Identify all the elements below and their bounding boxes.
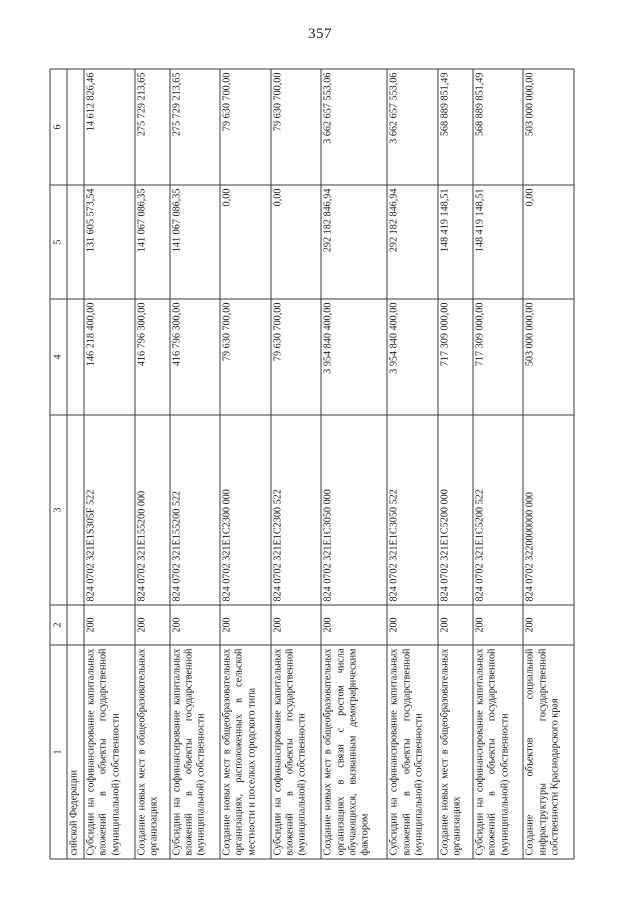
- row-code: 824 0702 321E1C2300 000: [220, 415, 271, 605]
- table-row-continuation: [67, 69, 84, 859]
- row-code: 824 0702 321E155200 000: [135, 415, 170, 605]
- row-name: Создание новых мест в общеобразовательных организациях в связи с ростом числа обучающихся, вызванным демографическим фактором: [321, 645, 387, 859]
- row-code-type: 200: [387, 605, 438, 645]
- column-header: 5: [50, 185, 67, 299]
- column-header: 3: [50, 415, 67, 605]
- row-name: Субсидии на софинансирование капитальных вложений в объекты государственной (муниципальной) собственности: [473, 645, 524, 859]
- row-amount-fed: 0,00: [523, 185, 574, 299]
- row-name: Создание новых мест в общеобразовательных организациях: [135, 645, 170, 859]
- row-amount-fed: 141 067 086,35: [170, 185, 221, 299]
- row-name: Субсидии на софинансирование капитальных вложений в объекты государственной (муниципальной) собственности: [387, 645, 438, 859]
- row-amount-fed: 292 182 846,94: [321, 185, 387, 299]
- table-row: [170, 69, 221, 859]
- row-amount-reg: 275 729 213,65: [135, 69, 170, 185]
- row-name: Создание новых мест в общеобразовательных организациях, расположенных в сельской местности и поселках городского типа: [220, 645, 271, 859]
- row-amount-total: 717 309 000,00: [473, 299, 524, 415]
- row-name: Субсидии на софинансирование капитальных вложений в объекты государственной (муниципальной) собственности: [170, 645, 221, 859]
- column-header: 4: [50, 299, 67, 415]
- row-amount-reg: 79 630 700,00: [220, 69, 271, 185]
- row-amount-total: 3 954 840 400,00: [387, 299, 438, 415]
- row-amount-reg: 503 000 000,00: [523, 69, 574, 185]
- page-number: 357: [308, 26, 332, 42]
- row-amount-fed: 148 419 148,51: [473, 185, 524, 299]
- row-code: 824 0702 321E1C5200 000: [438, 415, 473, 605]
- column-header: 6: [50, 69, 67, 185]
- row-code: 824 0702 321E1C3050 522: [387, 415, 438, 605]
- row-code: 824 0702 321E155200 522: [170, 415, 221, 605]
- table-row: [523, 69, 574, 859]
- row-amount-reg: 3 662 657 553,06: [387, 69, 438, 185]
- row-code: 824 0702 321E1S305F 522: [84, 415, 135, 605]
- row-code-type: 200: [84, 605, 135, 645]
- row-code: 824 0702 321E1C3050 000: [321, 415, 387, 605]
- row-amount-reg: 3 662 657 553,06: [321, 69, 387, 185]
- row-code-type: 200: [438, 605, 473, 645]
- row-code: 824 0702 321E1C5200 522: [473, 415, 524, 605]
- row-amount-total: 717 309 000,00: [438, 299, 473, 415]
- row-amount-total: 79 630 700,00: [271, 299, 322, 415]
- rotated-table-container: [50, 70, 575, 860]
- row-name: Создание новых мест в общеобразовательных организациях: [438, 645, 473, 859]
- row-name: Субсидии на софинансирование капитальных вложений в объекты государственной (муниципальной) собственности: [271, 645, 322, 859]
- row-amount-reg: 79 630 700,00: [271, 69, 322, 185]
- continuation-text: сийской Федерации: [67, 645, 84, 859]
- row-amount-reg: 568 889 851,49: [473, 69, 524, 185]
- table-row: [321, 69, 387, 859]
- row-amount-fed: 131 605 573,54: [84, 185, 135, 299]
- row-code: 824 0702 3220000000 000: [523, 415, 574, 605]
- table-row: [135, 69, 170, 859]
- row-amount-fed: 292 182 846,94: [387, 185, 438, 299]
- table-row: [271, 69, 322, 859]
- row-code-type: 200: [271, 605, 322, 645]
- table-row: [387, 69, 438, 859]
- budget-table: [50, 69, 575, 860]
- row-amount-fed: 0,00: [271, 185, 322, 299]
- row-name: Создание объектов социальной инфраструктуры государственной собственности Краснодарского края: [523, 645, 574, 859]
- table-row: [473, 69, 524, 859]
- row-code-type: 200: [523, 605, 574, 645]
- row-amount-total: 3 954 840 400,00: [321, 299, 387, 415]
- row-amount-total: 503 000 000,00: [523, 299, 574, 415]
- row-amount-fed: 148 419 148,51: [438, 185, 473, 299]
- table-row: [84, 69, 135, 859]
- row-amount-fed: 141 067 086,35: [135, 185, 170, 299]
- table-header: [50, 69, 67, 859]
- row-amount-total: 416 796 300,00: [170, 299, 221, 415]
- row-code-type: 200: [170, 605, 221, 645]
- column-header: 2: [50, 605, 67, 645]
- row-amount-total: 146 218 400,00: [84, 299, 135, 415]
- row-code-type: 200: [135, 605, 170, 645]
- table-row: [438, 69, 473, 859]
- row-amount-reg: 275 729 213,65: [170, 69, 221, 185]
- row-code-type: 200: [473, 605, 524, 645]
- row-code-type: 200: [220, 605, 271, 645]
- row-amount-reg: 568 889 851,49: [438, 69, 473, 185]
- row-amount-reg: 14 612 826,46: [84, 69, 135, 185]
- row-amount-total: 416 796 300,00: [135, 299, 170, 415]
- column-header: 1: [50, 645, 67, 859]
- row-amount-fed: 0,00: [220, 185, 271, 299]
- table-row: [220, 69, 271, 859]
- row-name: Субсидии на софинансирование капитальных вложений в объекты государственной (муниципальной) собственности: [84, 645, 135, 859]
- table-body: [67, 69, 574, 859]
- row-code-type: 200: [321, 605, 387, 645]
- row-amount-total: 79 630 700,00: [220, 299, 271, 415]
- row-code: 824 0702 321E1C2300 522: [271, 415, 322, 605]
